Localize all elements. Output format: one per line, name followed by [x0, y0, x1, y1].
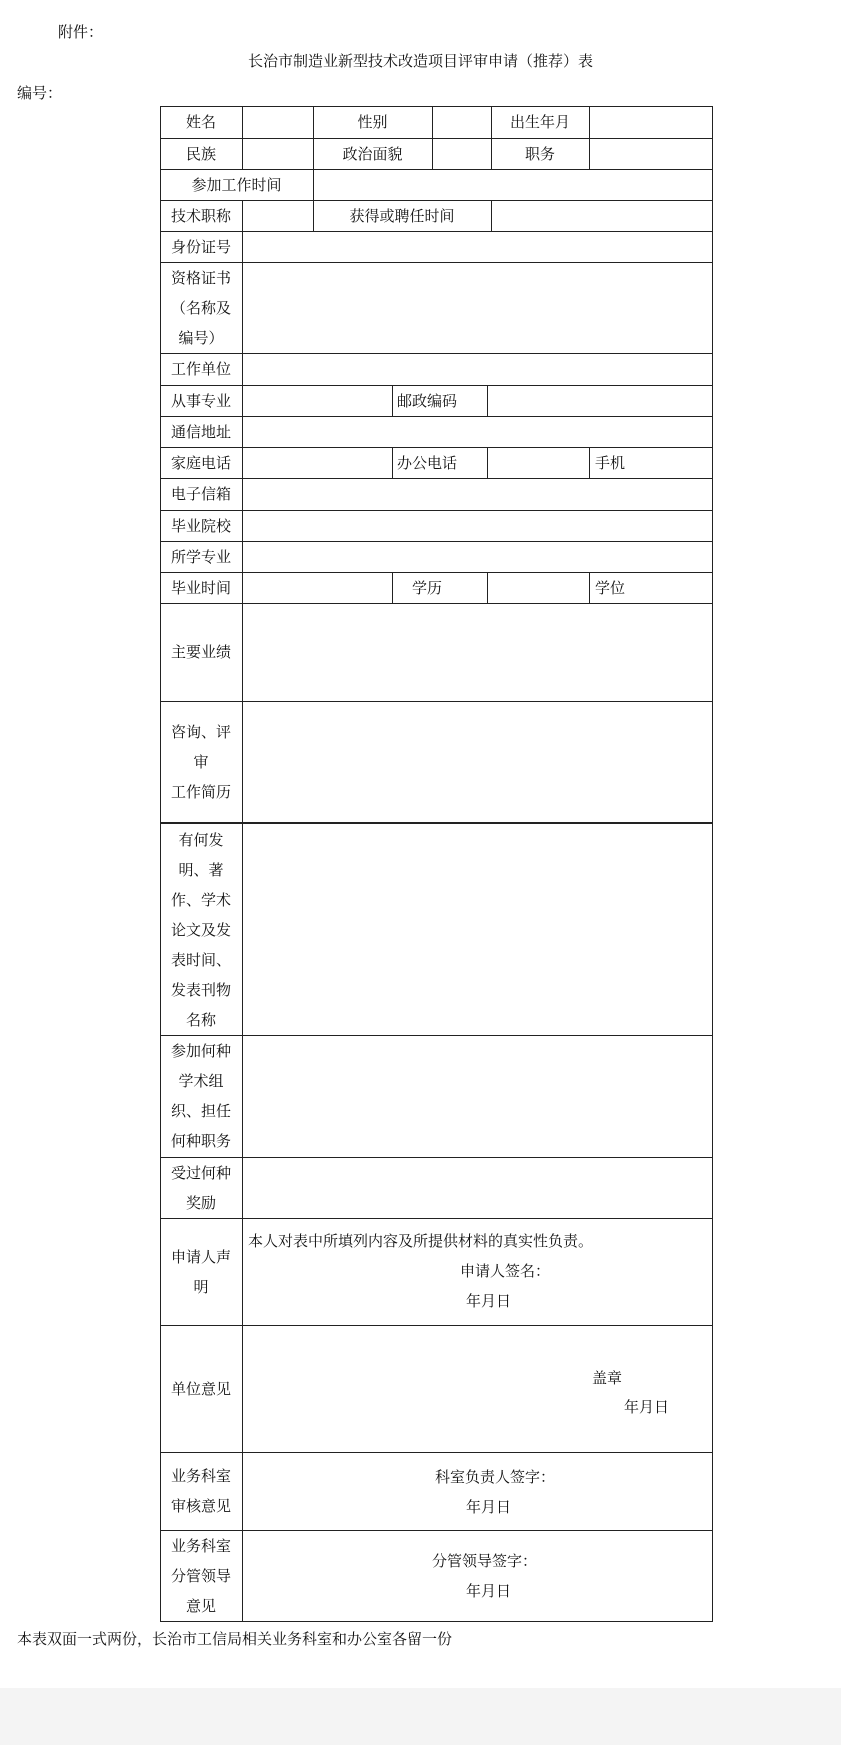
gender-label: 性别 — [357, 113, 388, 131]
education-field[interactable] — [488, 572, 589, 603]
inventions-label: 有何发 明、著 作、学术 论文及发 表时间、 发表刊物 名称 — [170, 830, 231, 1029]
work-start-label: 参加工作时间 — [191, 175, 282, 194]
declaration-text: 本人对表中所填列内容及所提供材料的真实性负责。 — [248, 1232, 594, 1250]
awards-label: 受过何种 奖励 — [170, 1163, 231, 1212]
employer-field[interactable] — [243, 353, 712, 385]
declaration-label: 申请人声 明 — [170, 1247, 231, 1296]
achievements-field[interactable] — [243, 603, 712, 701]
review-label: 业务科室 审核意见 — [170, 1467, 231, 1515]
address-label: 通信地址 — [170, 422, 231, 441]
unit-opinion-label: 单位意见 — [170, 1379, 231, 1398]
employer-label: 工作单位 — [170, 360, 231, 378]
awards-field[interactable] — [243, 1157, 712, 1218]
office-phone-label: 办公电话 — [397, 453, 458, 472]
position-field[interactable] — [590, 138, 712, 169]
address-field[interactable] — [243, 416, 712, 447]
major-label: 所学专业 — [170, 547, 231, 566]
declaration-date: 年月日 — [466, 1292, 512, 1310]
bottom-margin — [0, 1688, 841, 1745]
id-number-field[interactable] — [243, 231, 712, 262]
inventions-field[interactable] — [243, 824, 712, 1035]
grad-time-field[interactable] — [243, 572, 392, 603]
specialty-field[interactable] — [243, 385, 392, 416]
major-field[interactable] — [243, 541, 712, 572]
degree-label: 学位 — [595, 578, 626, 597]
school-field[interactable] — [243, 510, 712, 541]
postcode-field[interactable] — [488, 385, 712, 416]
unit-opinion-date: 年月日 — [624, 1398, 670, 1416]
email-field[interactable] — [243, 478, 712, 510]
education-label: 学历 — [412, 578, 443, 597]
birth-label: 出生年月 — [509, 113, 570, 131]
consult-label: 咨询、评 审 工作简历 — [170, 722, 231, 801]
review-date: 年月日 — [466, 1498, 512, 1516]
ethnicity-field[interactable] — [243, 138, 313, 169]
specialty-label: 从事专业 — [170, 391, 231, 410]
leader-signature-label: 分管领导签字： — [432, 1552, 538, 1570]
cert-label: 资格证书 （名称及 编号） — [170, 268, 231, 347]
cert-field[interactable] — [243, 262, 712, 353]
home-phone-label: 家庭电话 — [170, 453, 231, 472]
serial-label: 编号： — [17, 84, 63, 102]
name-field[interactable] — [243, 106, 313, 138]
applicant-signature-label: 申请人签名： — [460, 1262, 551, 1280]
political-label: 政治面貌 — [342, 144, 403, 163]
orgs-field[interactable] — [243, 1035, 712, 1157]
email-label: 电子信箱 — [170, 485, 231, 503]
consult-field[interactable] — [243, 701, 712, 822]
attachment-label: 附件： — [58, 23, 104, 41]
birth-field[interactable] — [590, 106, 712, 138]
postcode-label: 邮政编码 — [397, 391, 458, 410]
ethnicity-label: 民族 — [185, 144, 216, 163]
orgs-label: 参加何种 学术组 织、担任 何种职务 — [170, 1042, 231, 1150]
office-phone-field[interactable] — [488, 447, 589, 478]
political-field[interactable] — [433, 138, 491, 169]
tech-title-label: 技术职称 — [170, 206, 231, 225]
name-label: 姓名 — [185, 113, 216, 131]
leader-label: 业务科室 分管领导 意见 — [170, 1536, 231, 1615]
appointed-time-label: 获得或聘任时间 — [349, 206, 455, 225]
leader-date: 年月日 — [466, 1582, 512, 1600]
document-title: 长治市制造业新型技术改造项目评审申请（推荐）表 — [247, 52, 593, 70]
seal-label: 盖章 — [592, 1369, 623, 1387]
position-label: 职务 — [524, 144, 555, 163]
appointed-time-field[interactable] — [492, 200, 712, 231]
footer-note: 本表双面一式两份，长治市工信局相关业务科室和办公室各留一份 — [17, 1630, 453, 1648]
grad-time-label: 毕业时间 — [170, 578, 231, 597]
id-number-label: 身份证号 — [170, 237, 231, 256]
school-label: 毕业院校 — [170, 516, 231, 535]
section-head-signature-label: 科室负责人签字： — [435, 1468, 556, 1486]
mobile-label: 手机 — [595, 453, 626, 472]
work-start-field[interactable] — [314, 169, 712, 200]
achievements-label: 主要业绩 — [170, 643, 231, 661]
gender-field[interactable] — [433, 106, 491, 138]
home-phone-field[interactable] — [243, 447, 392, 478]
application-form-table — [160, 106, 713, 1622]
tech-title-field[interactable] — [243, 200, 313, 231]
